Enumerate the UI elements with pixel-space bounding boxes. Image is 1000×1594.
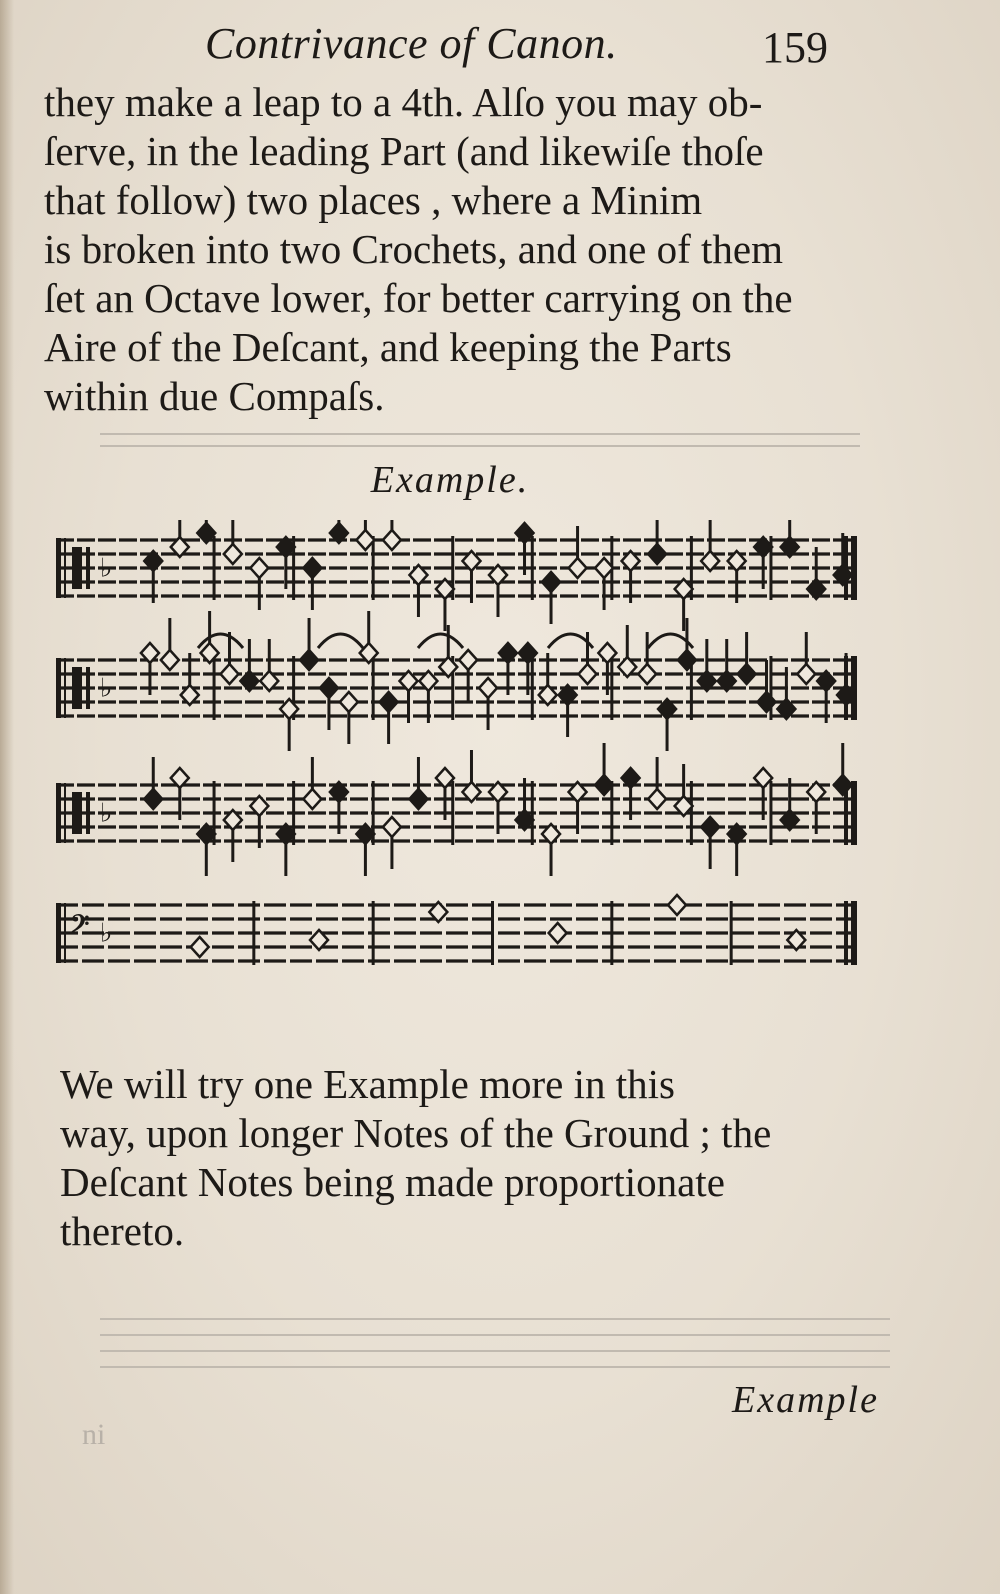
- barline: [372, 656, 375, 720]
- note-head: [638, 664, 656, 684]
- note-head: [221, 664, 239, 684]
- c-clef-icon: [86, 792, 90, 834]
- show-through-staff: [100, 1318, 890, 1320]
- barline: [451, 781, 454, 845]
- f-clef-icon: 𝄢: [70, 910, 90, 946]
- opening-barline: [64, 783, 66, 843]
- barline: [372, 901, 375, 965]
- barline: [610, 781, 613, 845]
- barline: [531, 656, 534, 720]
- barline: [531, 536, 534, 600]
- c-clef-icon: [72, 547, 82, 589]
- text-line: Deſcant Notes being made proportionate: [60, 1159, 725, 1205]
- barline: [213, 656, 216, 720]
- final-barline: [844, 781, 848, 845]
- note-head: [224, 544, 242, 564]
- example-caption: Example.: [370, 459, 530, 501]
- paragraph-2: [60, 1060, 880, 1256]
- note-head: [569, 558, 587, 578]
- note-head: [479, 678, 497, 698]
- barline: [769, 781, 772, 845]
- barline: [491, 901, 494, 965]
- note-head: [648, 544, 666, 564]
- note-head: [191, 937, 209, 957]
- text-line: way, upon longer Notes of the Ground ; the: [60, 1110, 772, 1156]
- note-head: [380, 692, 398, 712]
- text-line: that follow) two places , where a Minim: [44, 177, 703, 223]
- note-head: [549, 923, 567, 943]
- note-head: [542, 572, 560, 592]
- c-clef-icon: [72, 667, 82, 709]
- note-head: [701, 817, 719, 837]
- note-head: [144, 789, 162, 809]
- text-line: is broken into two Crochets, and one of them: [44, 226, 784, 272]
- flat-sign-icon: ♭: [100, 798, 113, 829]
- barline: [213, 536, 216, 600]
- marginalia: ni: [82, 1418, 106, 1451]
- barline: [769, 656, 772, 720]
- flat-sign-icon: ♭: [100, 673, 113, 704]
- note-head: [383, 817, 401, 837]
- barline: [531, 781, 534, 845]
- note-head: [668, 895, 686, 915]
- note-head: [834, 775, 852, 795]
- barline: [372, 536, 375, 600]
- opening-barline: [56, 658, 61, 718]
- music-score-svg: [48, 520, 868, 1005]
- note-head: [340, 692, 358, 712]
- final-barline: [851, 901, 857, 965]
- opening-barline: [56, 538, 61, 598]
- note-head: [250, 558, 268, 578]
- note-head: [383, 530, 401, 550]
- final-barline: [851, 656, 857, 720]
- page-gutter-shadow: [0, 0, 14, 1594]
- note-head: [409, 789, 427, 809]
- note-head: [320, 678, 338, 698]
- text-line: We will try one Example more in this: [60, 1061, 675, 1107]
- opening-barline: [56, 783, 61, 843]
- note-head: [648, 789, 666, 809]
- show-through-staff: [100, 1366, 890, 1368]
- note-head: [300, 650, 318, 670]
- opening-barline: [56, 903, 61, 963]
- show-through-staff: [100, 1350, 890, 1352]
- show-through-staff: [100, 433, 860, 435]
- tie-arc: [418, 634, 463, 648]
- catchword: Example: [732, 1379, 879, 1421]
- page-number: 159: [762, 23, 828, 72]
- staff: [56, 895, 857, 965]
- music-score: [48, 520, 868, 1005]
- staff: [56, 520, 857, 631]
- flat-sign-icon: ♭: [100, 553, 113, 584]
- staff: [56, 611, 857, 751]
- final-barline: [851, 536, 857, 600]
- show-through-staff: [100, 1334, 890, 1336]
- final-barline: [844, 536, 848, 600]
- opening-barline: [64, 538, 66, 598]
- note-head: [797, 664, 815, 684]
- note-head: [459, 650, 477, 670]
- note-head: [758, 692, 776, 712]
- note-head: [303, 558, 321, 578]
- c-clef-icon: [72, 792, 82, 834]
- tie-arc: [318, 634, 363, 648]
- text-line: ſerve, in the leading Part (and likewiſe thoſe: [44, 128, 764, 174]
- barline: [252, 901, 255, 965]
- barline: [610, 656, 613, 720]
- final-barline: [844, 901, 848, 965]
- c-clef-icon: [86, 547, 90, 589]
- running-head: Contrivance of Canon.: [205, 19, 618, 68]
- note-head: [678, 650, 696, 670]
- flat-sign-icon: ♭: [100, 918, 113, 949]
- text-line: thereto.: [60, 1208, 185, 1254]
- note-head: [579, 664, 597, 684]
- note-head: [303, 789, 321, 809]
- final-barline: [844, 656, 848, 720]
- text-line: Aire of the Deſcant, and keeping the Parts: [44, 324, 732, 370]
- staff: [56, 743, 857, 876]
- text-line: within due Compaſs.: [44, 373, 385, 419]
- tie-arc: [198, 634, 243, 648]
- barline: [610, 901, 613, 965]
- text-line: they make a leap to a 4th. Alſo you may ob-: [44, 79, 763, 125]
- show-through-staff: [100, 445, 860, 447]
- text-line: ſet an Octave lower, for better carrying on the: [44, 275, 793, 321]
- opening-barline: [64, 903, 66, 963]
- final-barline: [851, 781, 857, 845]
- note-head: [161, 650, 179, 670]
- page-header: [0, 14, 1000, 74]
- opening-barline: [64, 658, 66, 718]
- paragraph-1: [44, 78, 874, 421]
- note-head: [738, 664, 756, 684]
- barline: [730, 901, 733, 965]
- c-clef-icon: [86, 667, 90, 709]
- barline: [690, 781, 693, 845]
